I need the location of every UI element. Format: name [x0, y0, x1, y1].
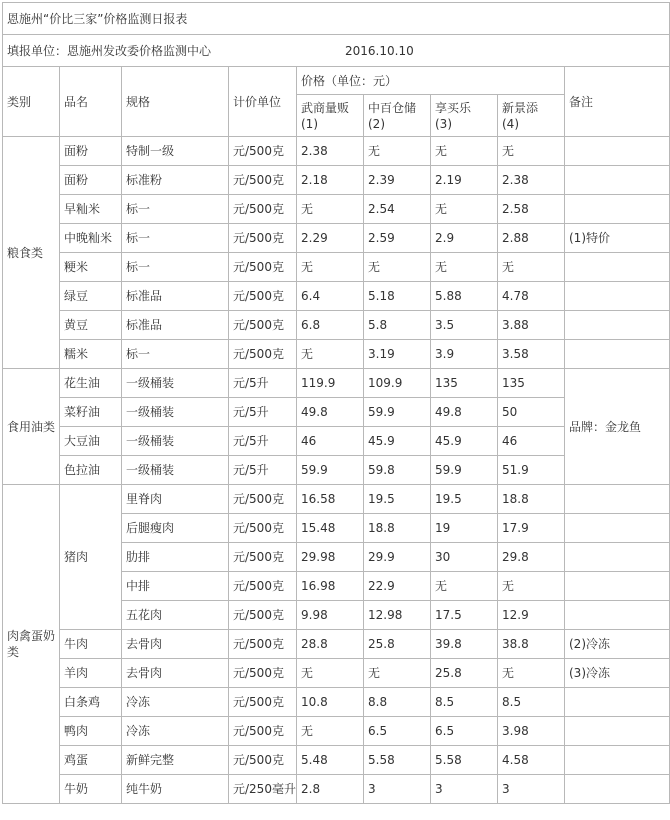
price-store-3: 45.9 — [431, 427, 498, 456]
price-store-4: 无 — [498, 659, 565, 688]
note-cell — [565, 543, 670, 572]
price-store-2: 无 — [364, 137, 431, 166]
table-row — [3, 775, 670, 804]
product-name-cell: 大豆油 — [60, 427, 122, 456]
product-name-cell: 粳米 — [60, 253, 122, 282]
unit-cell: 元/500克 — [229, 137, 297, 166]
price-store-2: 2.39 — [364, 166, 431, 195]
note-cell: 品牌：金龙鱼 — [565, 369, 670, 485]
header-spec: 规格 — [122, 67, 229, 137]
price-store-4: 51.9 — [498, 456, 565, 485]
note-cell — [565, 166, 670, 195]
header-store-2: 中百仓储 (2) — [364, 95, 431, 137]
price-store-3: 3.5 — [431, 311, 498, 340]
price-store-2: 5.8 — [364, 311, 431, 340]
price-store-4: 无 — [498, 572, 565, 601]
price-store-1: 无 — [297, 195, 364, 224]
product-name-cell: 糯米 — [60, 340, 122, 369]
note-cell — [565, 746, 670, 775]
spec-cell: 一级桶装 — [122, 398, 229, 427]
note-cell — [565, 601, 670, 630]
unit-cell: 元/500克 — [229, 166, 297, 195]
table-row — [3, 485, 670, 514]
note-cell — [565, 195, 670, 224]
price-store-2: 109.9 — [364, 369, 431, 398]
price-store-4: 2.88 — [498, 224, 565, 253]
price-store-1: 2.18 — [297, 166, 364, 195]
price-store-3: 59.9 — [431, 456, 498, 485]
table-row — [3, 195, 670, 224]
header-store-1: 武商量贩 (1) — [297, 95, 364, 137]
price-store-3: 19 — [431, 514, 498, 543]
product-name-cell: 中晚籼米 — [60, 224, 122, 253]
price-store-4: 3.88 — [498, 311, 565, 340]
unit-cell: 元/250毫升 — [229, 775, 297, 804]
price-store-2: 2.54 — [364, 195, 431, 224]
note-cell — [565, 340, 670, 369]
price-store-2: 5.58 — [364, 746, 431, 775]
price-store-1: 5.48 — [297, 746, 364, 775]
category-cell: 肉禽蛋奶类 — [3, 485, 60, 804]
product-name-cell: 鸭肉 — [60, 717, 122, 746]
note-cell — [565, 514, 670, 543]
note-cell — [565, 717, 670, 746]
unit-cell: 元/500克 — [229, 253, 297, 282]
price-store-4: 29.8 — [498, 543, 565, 572]
unit-cell: 元/5升 — [229, 398, 297, 427]
category-cell: 食用油类 — [3, 369, 60, 485]
table-row — [3, 688, 670, 717]
spec-cell: 特制一级 — [122, 137, 229, 166]
product-name-cell: 黄豆 — [60, 311, 122, 340]
price-store-2: 3 — [364, 775, 431, 804]
header-store-3: 享买乐 (3) — [431, 95, 498, 137]
price-store-1: 119.9 — [297, 369, 364, 398]
price-store-1: 16.98 — [297, 572, 364, 601]
price-store-1: 无 — [297, 253, 364, 282]
spec-cell: 标一 — [122, 253, 229, 282]
price-store-2: 22.9 — [364, 572, 431, 601]
price-store-2: 6.5 — [364, 717, 431, 746]
price-store-2: 59.9 — [364, 398, 431, 427]
product-name-cell: 牛奶 — [60, 775, 122, 804]
product-name-cell: 面粉 — [60, 166, 122, 195]
product-name-cell: 绿豆 — [60, 282, 122, 311]
price-store-4: 8.5 — [498, 688, 565, 717]
table-row — [3, 224, 670, 253]
note-cell: (3)冷冻 — [565, 659, 670, 688]
price-store-3: 5.58 — [431, 746, 498, 775]
price-store-4: 12.9 — [498, 601, 565, 630]
unit-cell: 元/5升 — [229, 456, 297, 485]
product-name-cell: 白条鸡 — [60, 688, 122, 717]
note-cell — [565, 282, 670, 311]
price-store-4: 135 — [498, 369, 565, 398]
unit-cell: 元/500克 — [229, 485, 297, 514]
price-store-3: 25.8 — [431, 659, 498, 688]
spec-cell: 肋排 — [122, 543, 229, 572]
note-cell — [565, 485, 670, 514]
price-store-4: 3.98 — [498, 717, 565, 746]
header-price-group: 价格（单位：元） — [297, 67, 565, 95]
spec-cell: 标一 — [122, 195, 229, 224]
product-name-cell: 菜籽油 — [60, 398, 122, 427]
spec-cell: 一级桶装 — [122, 456, 229, 485]
table-row — [3, 137, 670, 166]
table-row — [3, 369, 670, 398]
price-store-3: 135 — [431, 369, 498, 398]
note-cell — [565, 688, 670, 717]
spec-cell: 中排 — [122, 572, 229, 601]
product-name-cell: 鸡蛋 — [60, 746, 122, 775]
price-store-3: 49.8 — [431, 398, 498, 427]
price-store-3: 无 — [431, 195, 498, 224]
price-store-1: 59.9 — [297, 456, 364, 485]
price-store-2: 无 — [364, 253, 431, 282]
price-store-2: 12.98 — [364, 601, 431, 630]
price-store-2: 2.59 — [364, 224, 431, 253]
price-store-4: 2.38 — [498, 166, 565, 195]
price-store-3: 30 — [431, 543, 498, 572]
price-store-2: 5.18 — [364, 282, 431, 311]
product-name-cell: 牛肉 — [60, 630, 122, 659]
header-unit: 计价单位 — [229, 67, 297, 137]
spec-cell: 后腿瘦肉 — [122, 514, 229, 543]
title-row — [3, 3, 670, 35]
header-row-1 — [3, 67, 670, 95]
price-store-4: 3.58 — [498, 340, 565, 369]
price-store-3: 3 — [431, 775, 498, 804]
spec-cell: 去骨肉 — [122, 630, 229, 659]
org-info — [3, 35, 670, 67]
product-name-cell: 猪肉 — [60, 485, 122, 630]
product-name-cell: 面粉 — [60, 137, 122, 166]
table-row — [3, 340, 670, 369]
product-name-cell: 花生油 — [60, 369, 122, 398]
price-store-3: 2.19 — [431, 166, 498, 195]
price-store-1: 15.48 — [297, 514, 364, 543]
price-store-4: 4.78 — [498, 282, 565, 311]
price-store-3: 39.8 — [431, 630, 498, 659]
price-store-3: 3.9 — [431, 340, 498, 369]
unit-cell: 元/500克 — [229, 224, 297, 253]
unit-cell: 元/500克 — [229, 630, 297, 659]
price-store-1: 2.29 — [297, 224, 364, 253]
price-store-1: 6.8 — [297, 311, 364, 340]
table-row — [3, 630, 670, 659]
price-store-2: 3.19 — [364, 340, 431, 369]
price-store-1: 2.8 — [297, 775, 364, 804]
price-store-3: 无 — [431, 253, 498, 282]
spec-cell: 标一 — [122, 340, 229, 369]
product-name-cell: 色拉油 — [60, 456, 122, 485]
price-store-4: 38.8 — [498, 630, 565, 659]
price-store-4: 46 — [498, 427, 565, 456]
unit-cell: 元/500克 — [229, 659, 297, 688]
price-store-1: 16.58 — [297, 485, 364, 514]
spec-cell: 新鲜完整 — [122, 746, 229, 775]
price-store-2: 8.8 — [364, 688, 431, 717]
price-store-1: 10.8 — [297, 688, 364, 717]
spec-cell: 标准粉 — [122, 166, 229, 195]
price-store-4: 50 — [498, 398, 565, 427]
price-store-1: 无 — [297, 659, 364, 688]
org-label: 填报单位：恩施州发改委价格监测中心 — [7, 43, 212, 58]
note-cell — [565, 572, 670, 601]
price-store-3: 无 — [431, 572, 498, 601]
price-store-2: 19.5 — [364, 485, 431, 514]
price-store-2: 无 — [364, 659, 431, 688]
price-store-1: 49.8 — [297, 398, 364, 427]
category-cell: 粮食类 — [3, 137, 60, 369]
note-cell: (2)冷冻 — [565, 630, 670, 659]
unit-cell: 元/500克 — [229, 601, 297, 630]
unit-cell: 元/500克 — [229, 195, 297, 224]
spec-cell: 一级桶装 — [122, 427, 229, 456]
spec-cell: 五花肉 — [122, 601, 229, 630]
table-row — [3, 659, 670, 688]
spec-cell: 冷冻 — [122, 717, 229, 746]
unit-cell: 元/500克 — [229, 311, 297, 340]
spec-cell: 去骨肉 — [122, 659, 229, 688]
price-report-table — [2, 2, 670, 804]
spec-cell: 标一 — [122, 224, 229, 253]
spec-cell: 一级桶装 — [122, 369, 229, 398]
unit-cell: 元/500克 — [229, 282, 297, 311]
price-store-1: 46 — [297, 427, 364, 456]
unit-cell: 元/500克 — [229, 340, 297, 369]
org-row — [3, 35, 670, 67]
spec-cell: 标准品 — [122, 282, 229, 311]
price-store-3: 19.5 — [431, 485, 498, 514]
table-row — [3, 282, 670, 311]
report-title: 恩施州“价比三家”价格监测日报表 — [3, 3, 670, 35]
table-row — [3, 253, 670, 282]
unit-cell: 元/500克 — [229, 717, 297, 746]
price-store-1: 28.8 — [297, 630, 364, 659]
price-store-4: 18.8 — [498, 485, 565, 514]
table-row — [3, 717, 670, 746]
spec-cell: 里脊肉 — [122, 485, 229, 514]
unit-cell: 元/5升 — [229, 427, 297, 456]
table-row — [3, 311, 670, 340]
price-store-4: 3 — [498, 775, 565, 804]
table-row — [3, 166, 670, 195]
price-store-3: 无 — [431, 137, 498, 166]
unit-cell: 元/500克 — [229, 514, 297, 543]
header-category: 类别 — [3, 67, 60, 137]
price-store-2: 45.9 — [364, 427, 431, 456]
spec-cell: 冷冻 — [122, 688, 229, 717]
unit-cell: 元/500克 — [229, 688, 297, 717]
header-store-4: 新景添 (4) — [498, 95, 565, 137]
price-store-2: 59.8 — [364, 456, 431, 485]
spec-cell: 纯牛奶 — [122, 775, 229, 804]
price-store-4: 17.9 — [498, 514, 565, 543]
unit-cell: 元/500克 — [229, 572, 297, 601]
price-store-1: 6.4 — [297, 282, 364, 311]
price-store-3: 17.5 — [431, 601, 498, 630]
price-store-1: 无 — [297, 340, 364, 369]
product-name-cell: 早籼米 — [60, 195, 122, 224]
note-cell — [565, 137, 670, 166]
price-store-3: 8.5 — [431, 688, 498, 717]
table-row — [3, 746, 670, 775]
price-store-3: 2.9 — [431, 224, 498, 253]
price-store-4: 2.58 — [498, 195, 565, 224]
price-store-4: 无 — [498, 137, 565, 166]
product-name-cell: 羊肉 — [60, 659, 122, 688]
header-note: 备注 — [565, 67, 670, 137]
price-store-2: 18.8 — [364, 514, 431, 543]
price-store-4: 4.58 — [498, 746, 565, 775]
header-name: 品名 — [60, 67, 122, 137]
price-store-1: 9.98 — [297, 601, 364, 630]
price-store-4: 无 — [498, 253, 565, 282]
spec-cell: 标准品 — [122, 311, 229, 340]
note-cell — [565, 253, 670, 282]
price-store-1: 2.38 — [297, 137, 364, 166]
unit-cell: 元/5升 — [229, 369, 297, 398]
price-store-1: 29.98 — [297, 543, 364, 572]
price-store-3: 6.5 — [431, 717, 498, 746]
price-store-2: 25.8 — [364, 630, 431, 659]
unit-cell: 元/500克 — [229, 543, 297, 572]
note-cell — [565, 775, 670, 804]
price-store-2: 29.9 — [364, 543, 431, 572]
report-date: 2016.10.10 — [345, 43, 414, 58]
note-cell — [565, 311, 670, 340]
note-cell: (1)特价 — [565, 224, 670, 253]
price-store-3: 5.88 — [431, 282, 498, 311]
unit-cell: 元/500克 — [229, 746, 297, 775]
price-store-1: 无 — [297, 717, 364, 746]
